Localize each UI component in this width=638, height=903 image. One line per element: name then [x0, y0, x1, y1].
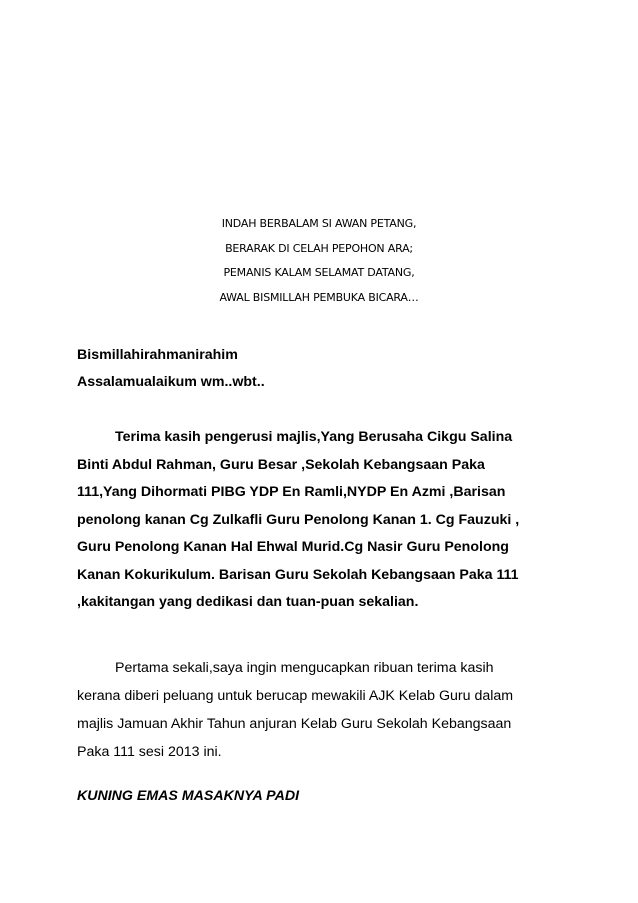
paragraph-line: 111,Yang Dihormati PIBG YDP En Ramli,NYDP En Azmi ,Barisan [77, 484, 506, 500]
paragraph-line: penolong kanan Cg Zulkafli Guru Penolong Kanan 1. Cg Fauzuki , [77, 511, 520, 528]
paragraph-line: Paka 111 sesi 2013 ini. [77, 744, 222, 760]
paragraph-line: Terima kasih pengerusi majlis,Yang Berusaha Cikgu Salina [115, 429, 513, 445]
opening-pantun [0, 212, 638, 310]
paragraph-line: Kanan Kokurikulum. Barisan Guru Sekolah Kebangsaan Paka 111 [77, 566, 519, 583]
paragraph-line: Guru Penolong Kanan Hal Ehwal Murid.Cg Nasir Guru Penolong [77, 539, 509, 555]
thanks-paragraph [77, 654, 567, 766]
greeting-salam: Assalamualaikum wm..wbt.. [77, 374, 265, 390]
paragraph-line: Pertama sekali,saya ingin mengucapkan ribuan terima kasih [115, 660, 494, 676]
pantun-line: AWAL BISMILLAH PEMBUKA BICARA… [219, 290, 419, 304]
paragraph-line: ,kakitangan yang dedikasi dan tuan-puan sekalian. [77, 594, 419, 610]
paragraph-line: kerana diberi peluang untuk berucap mewakili AJK Kelab Guru dalam [77, 688, 514, 704]
section-heading: KUNING EMAS MASAKNYA PADI [77, 788, 300, 804]
acknowledgement-paragraph [77, 424, 567, 617]
paragraph-line: majlis Jamuan Akhir Tahun anjuran Kelab Guru Sekolah Kebangsaan [77, 716, 512, 732]
pantun-line: INDAH BERBALAM SI AWAN PETANG, [221, 217, 417, 230]
greeting-bismillah: Bismillahirahmanirahim [77, 347, 238, 363]
paragraph-line: Binti Abdul Rahman, Guru Besar ,Sekolah Kebangsaan Paka [77, 456, 485, 473]
pantun-line: BERARAK DI CELAH PEPOHON ARA; [225, 241, 413, 255]
pantun-line: PEMANIS KALAM SELAMAT DATANG, [223, 266, 415, 279]
